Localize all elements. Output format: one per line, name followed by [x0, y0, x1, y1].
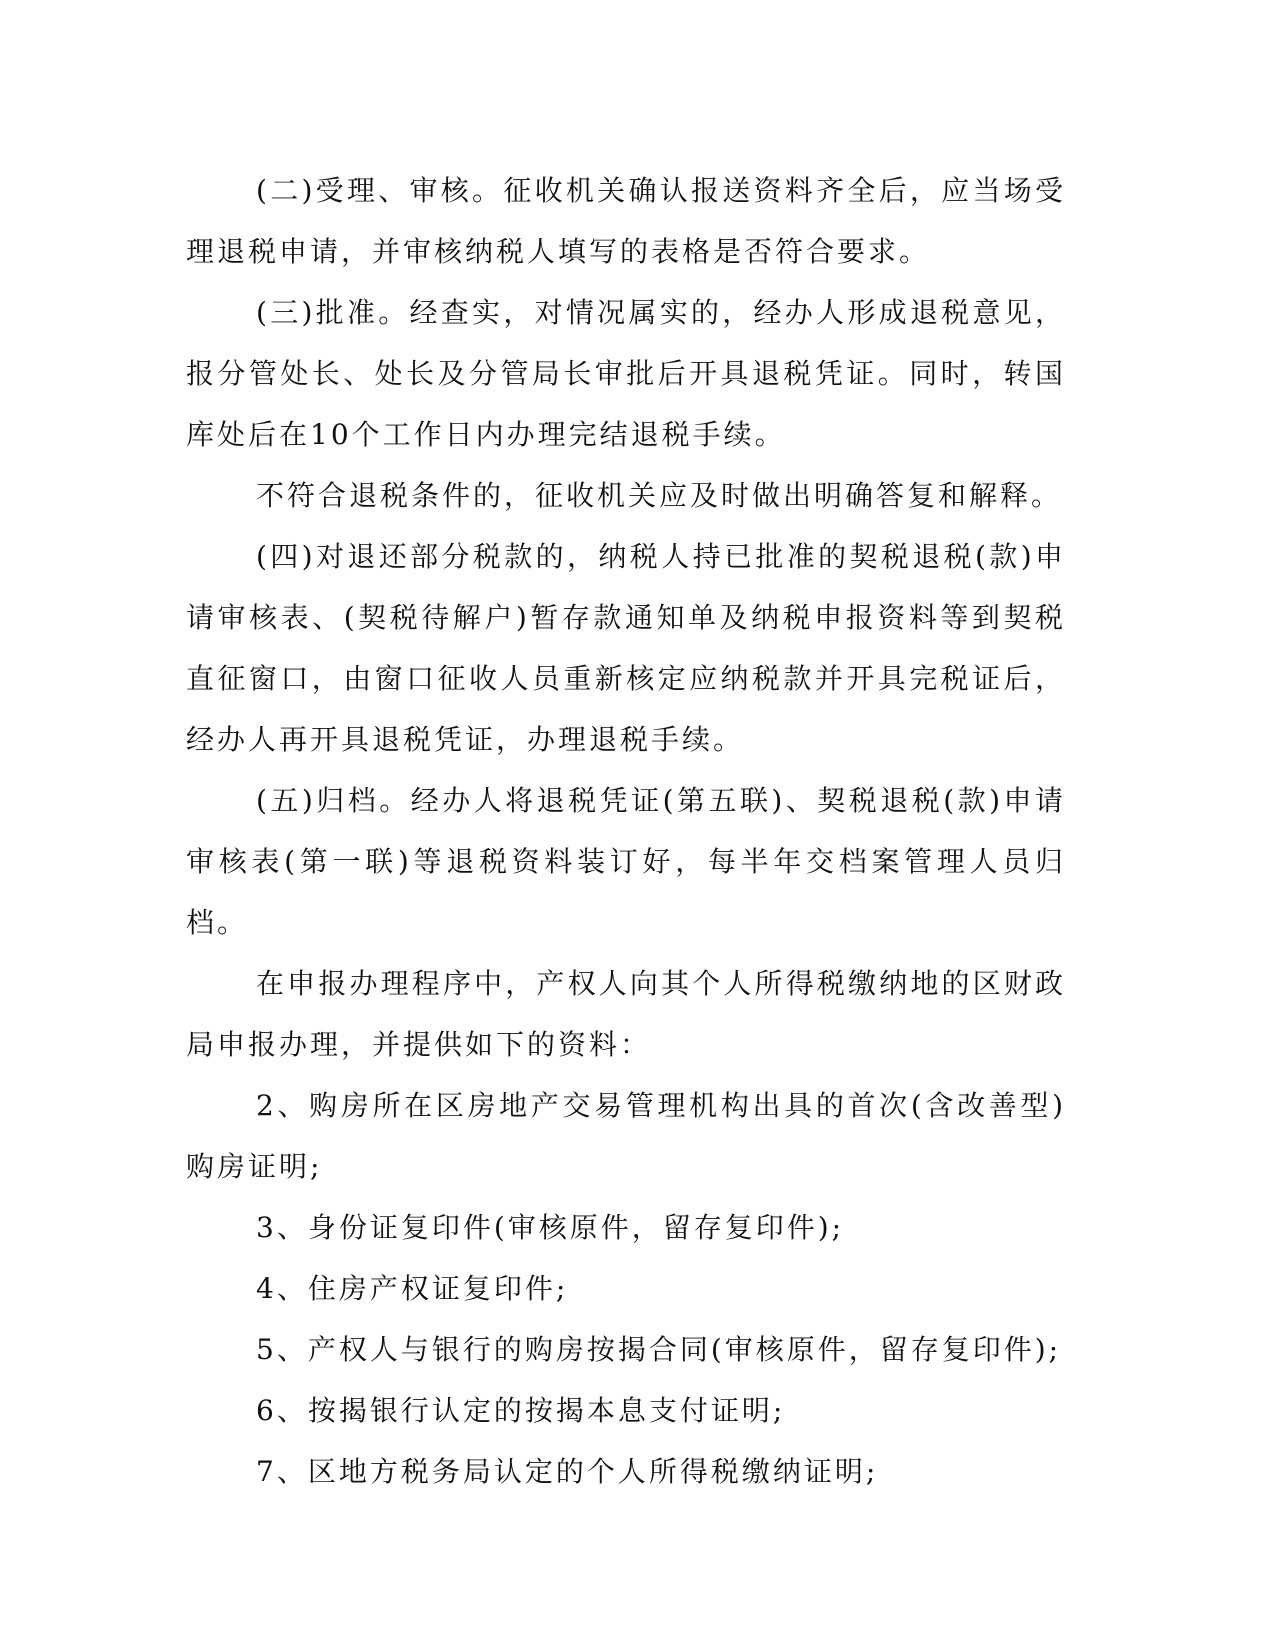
- paragraph-archiving: (五)归档。经办人将退税凭证(第五联)、契税退税(款)申请审核表(第一联)等退税资料装订好，每半年交档案管理人员归档。: [186, 784, 1066, 939]
- list-item: 5、产权人与银行的购房按揭合同(审核原件，留存复印件);: [256, 1333, 1062, 1366]
- paragraph-application-procedure: 在申报办理程序中，产权人向其个人所得税缴纳地的区财政局申报办理，并提供如下的资料：: [186, 967, 1066, 1061]
- list-item: 3、身份证复印件(审核原件，留存复印件);: [256, 1211, 845, 1244]
- paragraph-approval: (三)批准。经查实，对情况属实的，经办人形成退税意见，报分管处长、处长及分管局长审批后开具退税凭证。同时，转国库处后在10个工作日内办理完结退税手续。: [186, 296, 1066, 451]
- paragraph-partial-refund: (四)对退还部分税款的，纳税人持已批准的契税退税(款)申请审核表、(契税待解户)暂存款通知单及纳税申报资料等到契税直征窗口，由窗口征收人员重新核定应纳税款并开具完税证后，经办人再开具退税凭证，办理退税手续。: [186, 540, 1066, 756]
- paragraph-ineligible: 不符合退税条件的，征收机关应及时做出明确答复和解释。: [256, 479, 1063, 512]
- list-item: 6、按揭银行认定的按揭本息支付证明;: [256, 1394, 786, 1427]
- list-item: 2、购房所在区房地产交易管理机构出具的首次(含改善型)购房证明;: [186, 1089, 1066, 1183]
- list-item: 7、区地方税务局认定的个人所得税缴纳证明;: [256, 1455, 879, 1488]
- document-body: [186, 160, 1066, 1502]
- paragraph-acceptance-review: (二)受理、审核。征收机关确认报送资料齐全后，应当场受理退税申请，并审核纳税人填写的表格是否符合要求。: [186, 174, 1066, 268]
- list-item: 4、住房产权证复印件;: [256, 1272, 569, 1305]
